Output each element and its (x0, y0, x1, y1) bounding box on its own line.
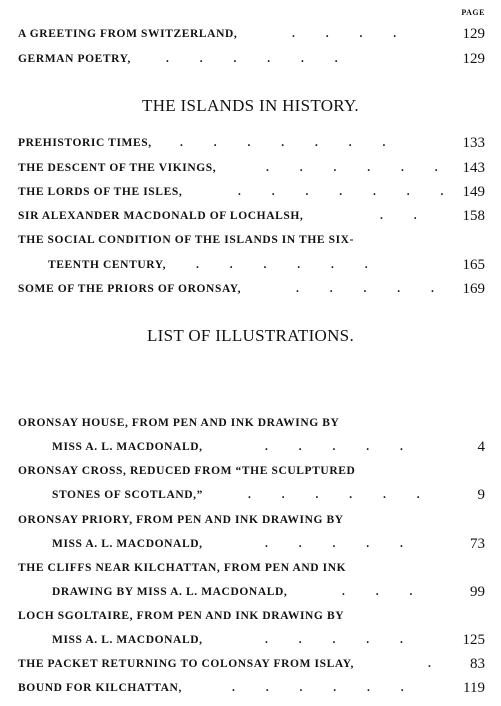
page-column-label: PAGE (461, 8, 485, 17)
leader-dots: . . (380, 210, 431, 222)
entry-title: THE CLIFFS NEAR KILCHATTAN, FROM PEN AND INK (18, 562, 347, 574)
leader-dots: . (428, 658, 445, 670)
page-number: 99 (470, 584, 485, 600)
entry-title: STONES OF SCOTLAND,” (52, 489, 203, 501)
leader-dots: . . . . . . . (238, 186, 458, 198)
section-heading-illustrations: LIST OF ILLUSTRATIONS. (147, 326, 354, 345)
entry-title: DRAWING BY MISS A. L. MACDONALD, (52, 586, 288, 598)
leader-dots: . . . . . (265, 538, 417, 550)
entry-title: A GREETING FROM SWITZERLAND, (18, 28, 238, 40)
page-number: 165 (462, 257, 485, 273)
entry-title: THE LORDS OF THE ISLES, (18, 186, 183, 198)
page-number: 125 (462, 632, 485, 648)
entry-title: PREHISTORIC TIMES, (18, 137, 152, 149)
entry-title: SOME OF THE PRIORS OF ORONSAY, (18, 283, 242, 295)
page-number: 119 (463, 680, 485, 696)
entry-title: GERMAN POETRY, (18, 53, 131, 65)
section-heading-history: THE ISLANDS IN HISTORY. (142, 96, 359, 115)
leader-dots: . . . (342, 586, 427, 598)
leader-dots: . . . . . . (266, 162, 452, 174)
entry-title: MISS A. L. MACDONALD, (52, 441, 203, 453)
page-number: 73 (470, 536, 485, 552)
page-number: 158 (462, 208, 485, 224)
leader-dots: . . . . . . . (180, 137, 400, 149)
leader-dots: . . . . . . (196, 259, 382, 271)
page-number: 83 (470, 656, 485, 672)
entry-title: MISS A. L. MACDONALD, (52, 634, 203, 646)
page-number: 169 (462, 281, 485, 297)
page-number: 129 (462, 51, 485, 67)
leader-dots: . . . . . (265, 441, 417, 453)
entry-title: ORONSAY HOUSE, FROM PEN AND INK DRAWING BY (18, 417, 340, 429)
leader-dots: . . . . . (265, 634, 417, 646)
leader-dots: . . . . . . (166, 53, 352, 65)
entry-title: THE PACKET RETURNING TO COLONSAY FROM ISLAY, (18, 658, 355, 670)
entry-title: BOUND FOR KILCHATTAN, (18, 682, 182, 694)
page-number: 149 (462, 184, 485, 200)
page-number: 129 (462, 26, 485, 42)
entry-title: MISS A. L. MACDONALD, (52, 538, 203, 550)
page-number: 143 (462, 160, 485, 176)
leader-dots: . . . . . . (232, 682, 418, 694)
page-number: 4 (477, 439, 485, 455)
entry-title: ORONSAY PRIORY, FROM PEN AND INK DRAWING BY (18, 514, 344, 526)
entry-title: SIR ALEXANDER MACDONALD OF LOCHALSH, (18, 210, 304, 222)
leader-dots: . . . . . (296, 283, 448, 295)
entry-title: TEENTH CENTURY, (48, 259, 167, 271)
entry-title: LOCH SGOLTAIRE, FROM PEN AND INK DRAWING BY (18, 610, 345, 622)
page-number: 133 (462, 135, 485, 151)
entry-title: ORONSAY CROSS, REDUCED FROM “THE SCULPTURED (18, 465, 356, 477)
entry-title: THE SOCIAL CONDITION OF THE ISLANDS IN THE SIX- (18, 234, 355, 246)
leader-dots: . . . . . . (248, 489, 434, 501)
entry-title: THE DESCENT OF THE VIKINGS, (18, 162, 217, 174)
leader-dots: . . . . (292, 28, 411, 40)
page-number: 9 (477, 487, 485, 503)
